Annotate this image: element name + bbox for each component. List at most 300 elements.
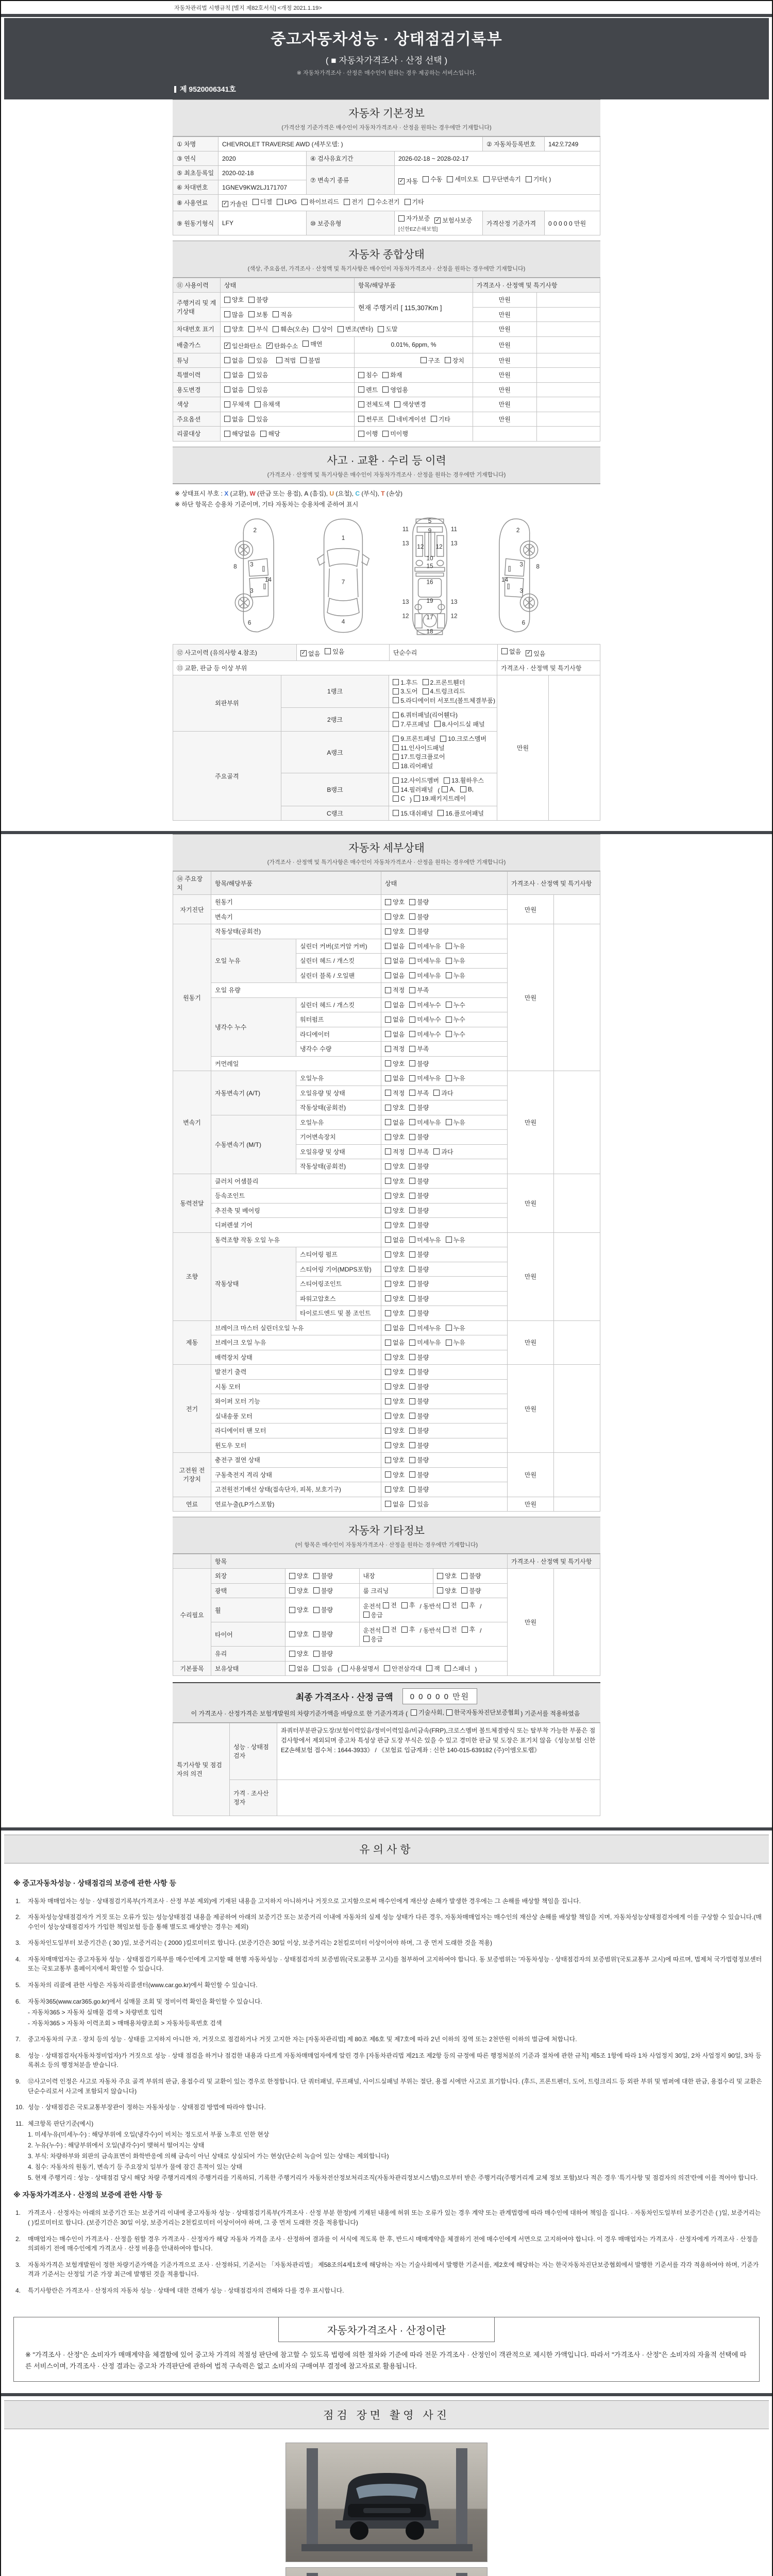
unchecked-checkbox[interactable] bbox=[411, 1709, 417, 1716]
unchecked-checkbox[interactable] bbox=[446, 1016, 452, 1023]
checkbox-option[interactable] bbox=[409, 956, 441, 965]
unchecked-checkbox[interactable] bbox=[409, 1075, 415, 1081]
unchecked-checkbox[interactable] bbox=[224, 372, 230, 378]
unchecked-checkbox[interactable] bbox=[405, 199, 411, 205]
unchecked-checkbox[interactable] bbox=[358, 386, 364, 393]
checkbox-option[interactable] bbox=[431, 415, 450, 423]
checkbox-option[interactable] bbox=[409, 1500, 429, 1509]
unchecked-checkbox[interactable] bbox=[384, 1665, 390, 1671]
checkbox-option[interactable] bbox=[411, 1708, 444, 1717]
unchecked-checkbox[interactable] bbox=[434, 721, 441, 727]
checkbox-option[interactable] bbox=[433, 1147, 453, 1156]
checkbox-option[interactable] bbox=[409, 1162, 429, 1171]
checkbox-option[interactable] bbox=[409, 1397, 429, 1405]
unchecked-checkbox[interactable] bbox=[385, 1222, 391, 1228]
unchecked-checkbox[interactable] bbox=[393, 810, 399, 816]
unchecked-checkbox[interactable] bbox=[409, 1060, 415, 1066]
checkbox-option[interactable] bbox=[224, 415, 244, 423]
unchecked-checkbox[interactable] bbox=[409, 1207, 415, 1213]
checkbox-option[interactable] bbox=[385, 1206, 405, 1215]
checkbox-option[interactable] bbox=[409, 1309, 429, 1317]
unchecked-checkbox[interactable] bbox=[358, 431, 364, 437]
unchecked-checkbox[interactable] bbox=[385, 1457, 391, 1463]
unchecked-checkbox[interactable] bbox=[248, 416, 255, 422]
unchecked-checkbox[interactable] bbox=[445, 1665, 451, 1671]
unchecked-checkbox[interactable] bbox=[224, 326, 230, 332]
checkbox-option[interactable] bbox=[443, 1601, 457, 1609]
checkbox-option[interactable] bbox=[409, 1279, 429, 1288]
unchecked-checkbox[interactable] bbox=[385, 1340, 391, 1346]
unchecked-checkbox[interactable] bbox=[385, 1193, 391, 1199]
checkbox-option[interactable] bbox=[385, 912, 405, 921]
checkbox-option[interactable] bbox=[501, 647, 521, 656]
unchecked-checkbox[interactable] bbox=[385, 1471, 391, 1478]
checkbox-option[interactable] bbox=[462, 1601, 476, 1609]
checkbox-option[interactable] bbox=[385, 1221, 405, 1229]
unchecked-checkbox[interactable] bbox=[248, 372, 255, 378]
unchecked-checkbox[interactable] bbox=[426, 1665, 432, 1671]
unchecked-checkbox[interactable] bbox=[423, 679, 429, 685]
unchecked-checkbox[interactable] bbox=[303, 341, 309, 347]
unchecked-checkbox[interactable] bbox=[383, 1602, 389, 1608]
unchecked-checkbox[interactable] bbox=[446, 1031, 452, 1037]
unchecked-checkbox[interactable] bbox=[248, 311, 255, 317]
checkbox-option[interactable] bbox=[385, 1177, 405, 1185]
checkbox-option[interactable] bbox=[409, 1177, 429, 1185]
unchecked-checkbox[interactable] bbox=[253, 199, 259, 205]
checkbox-option[interactable] bbox=[446, 1015, 465, 1024]
checkbox-option[interactable] bbox=[260, 429, 280, 438]
checkbox-option[interactable] bbox=[401, 1625, 415, 1634]
unchecked-checkbox[interactable] bbox=[385, 987, 391, 993]
unchecked-checkbox[interactable] bbox=[393, 721, 399, 727]
checkbox-option[interactable] bbox=[266, 342, 298, 350]
checkbox-option[interactable] bbox=[385, 1338, 405, 1347]
checkbox-option[interactable] bbox=[446, 942, 465, 951]
unchecked-checkbox[interactable] bbox=[313, 1573, 320, 1579]
unchecked-checkbox[interactable] bbox=[409, 1178, 415, 1184]
checkbox-option[interactable] bbox=[409, 1132, 429, 1141]
checked-checkbox[interactable] bbox=[266, 343, 273, 349]
checkbox-option[interactable] bbox=[385, 1132, 405, 1141]
checkbox-option[interactable] bbox=[289, 1664, 309, 1673]
checkbox-option[interactable] bbox=[434, 216, 472, 225]
checkbox-option[interactable] bbox=[483, 175, 521, 183]
unchecked-checkbox[interactable] bbox=[431, 416, 437, 422]
checkbox-option[interactable] bbox=[382, 370, 402, 379]
unchecked-checkbox[interactable] bbox=[462, 1602, 468, 1608]
checkbox-option[interactable] bbox=[385, 927, 405, 936]
unchecked-checkbox[interactable] bbox=[446, 1075, 452, 1081]
unchecked-checkbox[interactable] bbox=[440, 736, 446, 742]
unchecked-checkbox[interactable] bbox=[385, 1163, 391, 1170]
unchecked-checkbox[interactable] bbox=[289, 1665, 295, 1671]
checkbox-option[interactable] bbox=[378, 325, 397, 333]
checkbox-option[interactable] bbox=[300, 356, 320, 365]
checkbox-option[interactable] bbox=[437, 1586, 457, 1595]
checkbox-option[interactable] bbox=[409, 1118, 441, 1127]
checkbox-option[interactable] bbox=[248, 325, 268, 333]
unchecked-checkbox[interactable] bbox=[409, 1046, 415, 1052]
checkbox-option[interactable] bbox=[385, 1294, 405, 1303]
checkbox-option[interactable] bbox=[446, 1235, 465, 1244]
unchecked-checkbox[interactable] bbox=[401, 1602, 408, 1608]
checkbox-option[interactable] bbox=[393, 776, 439, 785]
unchecked-checkbox[interactable] bbox=[301, 199, 308, 205]
checkbox-option[interactable] bbox=[394, 400, 426, 409]
unchecked-checkbox[interactable] bbox=[276, 357, 282, 363]
checkbox-option[interactable] bbox=[363, 1635, 383, 1643]
checkbox-option[interactable] bbox=[446, 1324, 465, 1332]
checkbox-option[interactable] bbox=[224, 429, 256, 438]
checkbox-option[interactable] bbox=[273, 310, 292, 319]
unchecked-checkbox[interactable] bbox=[446, 958, 452, 964]
checkbox-option[interactable] bbox=[384, 1664, 422, 1673]
unchecked-checkbox[interactable] bbox=[462, 1626, 468, 1633]
checkbox-option[interactable] bbox=[248, 356, 268, 365]
unchecked-checkbox[interactable] bbox=[437, 1573, 443, 1579]
checkbox-option[interactable] bbox=[385, 1089, 405, 1097]
unchecked-checkbox[interactable] bbox=[409, 1163, 415, 1170]
checkbox-option[interactable] bbox=[289, 1605, 309, 1614]
unchecked-checkbox[interactable] bbox=[446, 943, 452, 949]
checkbox-option[interactable] bbox=[383, 1601, 397, 1609]
checkbox-option[interactable] bbox=[461, 1571, 481, 1580]
unchecked-checkbox[interactable] bbox=[423, 176, 429, 182]
unchecked-checkbox[interactable] bbox=[409, 1310, 415, 1316]
unchecked-checkbox[interactable] bbox=[409, 1193, 415, 1199]
checkbox-option[interactable] bbox=[444, 776, 484, 785]
checkbox-option[interactable] bbox=[446, 1001, 465, 1009]
checkbox-option[interactable] bbox=[409, 1235, 441, 1244]
checkbox-option[interactable] bbox=[385, 1265, 405, 1274]
unchecked-checkbox[interactable] bbox=[273, 326, 279, 332]
checkbox-option[interactable] bbox=[385, 1147, 405, 1156]
unchecked-checkbox[interactable] bbox=[389, 416, 395, 422]
unchecked-checkbox[interactable] bbox=[338, 326, 344, 332]
unchecked-checkbox[interactable] bbox=[385, 1031, 391, 1037]
checkbox-option[interactable] bbox=[462, 1625, 476, 1634]
unchecked-checkbox[interactable] bbox=[385, 1105, 391, 1111]
checkbox-option[interactable] bbox=[222, 199, 248, 208]
checkbox-option[interactable] bbox=[414, 794, 466, 803]
unchecked-checkbox[interactable] bbox=[409, 1236, 415, 1243]
checkbox-option[interactable] bbox=[409, 1382, 429, 1391]
unchecked-checkbox[interactable] bbox=[393, 736, 399, 742]
unchecked-checkbox[interactable] bbox=[255, 401, 261, 408]
checkbox-option[interactable] bbox=[385, 1367, 405, 1376]
checkbox-option[interactable] bbox=[409, 1147, 429, 1156]
unchecked-checkbox[interactable] bbox=[385, 943, 391, 949]
checkbox-option[interactable] bbox=[342, 1664, 379, 1673]
checkbox-option[interactable] bbox=[385, 1353, 405, 1362]
checkbox-option[interactable] bbox=[224, 356, 244, 365]
unchecked-checkbox[interactable] bbox=[409, 1295, 415, 1301]
checkbox-option[interactable] bbox=[409, 1015, 441, 1024]
checkbox-option[interactable] bbox=[313, 1649, 333, 1658]
unchecked-checkbox[interactable] bbox=[385, 928, 391, 935]
unchecked-checkbox[interactable] bbox=[409, 1501, 415, 1507]
unchecked-checkbox[interactable] bbox=[423, 688, 429, 694]
checkbox-option[interactable] bbox=[423, 678, 465, 687]
unchecked-checkbox[interactable] bbox=[313, 1665, 320, 1671]
unchecked-checkbox[interactable] bbox=[409, 1369, 415, 1375]
checkbox-option[interactable] bbox=[445, 356, 464, 365]
unchecked-checkbox[interactable] bbox=[224, 311, 230, 317]
checkbox-option[interactable] bbox=[385, 1059, 405, 1068]
unchecked-checkbox[interactable] bbox=[409, 1222, 415, 1228]
unchecked-checkbox[interactable] bbox=[383, 1626, 389, 1633]
checkbox-option[interactable] bbox=[385, 1455, 405, 1464]
checkbox-option[interactable] bbox=[393, 696, 495, 705]
unchecked-checkbox[interactable] bbox=[385, 972, 391, 978]
checkbox-option[interactable] bbox=[446, 956, 465, 965]
checkbox-option[interactable] bbox=[289, 1649, 309, 1658]
unchecked-checkbox[interactable] bbox=[409, 1281, 415, 1287]
checkbox-option[interactable] bbox=[385, 986, 405, 994]
unchecked-checkbox[interactable] bbox=[363, 1636, 369, 1642]
checkbox-option[interactable] bbox=[393, 752, 445, 761]
checkbox-option[interactable] bbox=[409, 1294, 429, 1303]
unchecked-checkbox[interactable] bbox=[398, 215, 405, 222]
unchecked-checkbox[interactable] bbox=[446, 1002, 452, 1008]
unchecked-checkbox[interactable] bbox=[248, 386, 255, 393]
unchecked-checkbox[interactable] bbox=[224, 357, 230, 363]
checkbox-option[interactable] bbox=[409, 1353, 429, 1362]
checkbox-option[interactable] bbox=[313, 1664, 333, 1673]
unchecked-checkbox[interactable] bbox=[385, 1325, 391, 1331]
checkbox-option[interactable] bbox=[248, 370, 268, 379]
unchecked-checkbox[interactable] bbox=[401, 1626, 408, 1633]
checked-checkbox[interactable] bbox=[222, 201, 228, 207]
unchecked-checkbox[interactable] bbox=[368, 199, 374, 205]
unchecked-checkbox[interactable] bbox=[483, 176, 490, 182]
checkbox-option[interactable] bbox=[385, 1030, 405, 1039]
unchecked-checkbox[interactable] bbox=[409, 1148, 415, 1155]
checkbox-option[interactable] bbox=[409, 1074, 441, 1082]
unchecked-checkbox[interactable] bbox=[224, 401, 230, 408]
unchecked-checkbox[interactable] bbox=[446, 972, 452, 978]
checkbox-option[interactable] bbox=[393, 795, 405, 802]
unchecked-checkbox[interactable] bbox=[385, 1119, 391, 1125]
checkbox-option[interactable] bbox=[460, 786, 474, 793]
unchecked-checkbox[interactable] bbox=[313, 1607, 320, 1613]
checkbox-option[interactable] bbox=[325, 647, 344, 656]
checkbox-option[interactable] bbox=[446, 1118, 465, 1127]
unchecked-checkbox[interactable] bbox=[461, 1587, 467, 1594]
unchecked-checkbox[interactable] bbox=[385, 1002, 391, 1008]
checkbox-option[interactable] bbox=[385, 1324, 405, 1332]
checkbox-option[interactable] bbox=[398, 214, 430, 223]
checkbox-option[interactable] bbox=[393, 785, 433, 794]
checkbox-option[interactable] bbox=[383, 1625, 397, 1634]
checkbox-option[interactable] bbox=[255, 400, 280, 409]
checkbox-option[interactable] bbox=[526, 175, 551, 183]
unchecked-checkbox[interactable] bbox=[382, 431, 389, 437]
checkbox-option[interactable] bbox=[437, 1571, 457, 1580]
unchecked-checkbox[interactable] bbox=[433, 1148, 440, 1155]
checkbox-option[interactable] bbox=[393, 809, 433, 818]
unchecked-checkbox[interactable] bbox=[409, 1090, 415, 1096]
unchecked-checkbox[interactable] bbox=[385, 1310, 391, 1316]
unchecked-checkbox[interactable] bbox=[409, 1383, 415, 1389]
unchecked-checkbox[interactable] bbox=[224, 431, 230, 437]
unchecked-checkbox[interactable] bbox=[385, 1148, 391, 1155]
checkbox-option[interactable] bbox=[276, 356, 296, 365]
unchecked-checkbox[interactable] bbox=[421, 357, 427, 363]
unchecked-checkbox[interactable] bbox=[409, 1105, 415, 1111]
checkbox-option[interactable] bbox=[423, 687, 465, 696]
checkbox-option[interactable] bbox=[446, 1708, 520, 1717]
checkbox-option[interactable] bbox=[409, 1485, 429, 1494]
unchecked-checkbox[interactable] bbox=[409, 1413, 415, 1419]
checkbox-option[interactable] bbox=[385, 1382, 405, 1391]
checkbox-option[interactable] bbox=[385, 1397, 405, 1405]
checkbox-option[interactable] bbox=[385, 1015, 405, 1024]
checkbox-option[interactable] bbox=[446, 1074, 465, 1082]
unchecked-checkbox[interactable] bbox=[409, 1031, 415, 1037]
checkbox-option[interactable] bbox=[409, 1470, 429, 1479]
unchecked-checkbox[interactable] bbox=[378, 326, 384, 332]
unchecked-checkbox[interactable] bbox=[313, 1651, 320, 1657]
checkbox-option[interactable] bbox=[313, 1586, 333, 1595]
unchecked-checkbox[interactable] bbox=[447, 176, 453, 182]
unchecked-checkbox[interactable] bbox=[409, 1457, 415, 1463]
unchecked-checkbox[interactable] bbox=[409, 1442, 415, 1448]
unchecked-checkbox[interactable] bbox=[385, 1442, 391, 1448]
checkbox-option[interactable] bbox=[363, 1611, 383, 1619]
checkbox-option[interactable] bbox=[446, 1030, 465, 1039]
unchecked-checkbox[interactable] bbox=[438, 810, 444, 816]
checkbox-option[interactable] bbox=[393, 734, 435, 743]
unchecked-checkbox[interactable] bbox=[289, 1607, 295, 1613]
unchecked-checkbox[interactable] bbox=[385, 899, 391, 905]
checkbox-option[interactable] bbox=[385, 1250, 405, 1259]
checkbox-option[interactable] bbox=[313, 325, 333, 333]
unchecked-checkbox[interactable] bbox=[414, 795, 420, 802]
checkbox-option[interactable] bbox=[409, 1059, 429, 1068]
unchecked-checkbox[interactable] bbox=[385, 1134, 391, 1140]
checkbox-option[interactable] bbox=[409, 1221, 429, 1229]
unchecked-checkbox[interactable] bbox=[433, 1090, 440, 1096]
checkbox-option[interactable] bbox=[409, 1367, 429, 1376]
checkbox-option[interactable] bbox=[358, 429, 378, 438]
checkbox-option[interactable] bbox=[385, 1470, 405, 1479]
unchecked-checkbox[interactable] bbox=[358, 372, 364, 378]
checkbox-option[interactable] bbox=[385, 1001, 405, 1009]
checkbox-option[interactable] bbox=[405, 197, 424, 206]
checkbox-option[interactable] bbox=[289, 1586, 309, 1595]
checked-checkbox[interactable] bbox=[434, 217, 441, 224]
unchecked-checkbox[interactable] bbox=[385, 1413, 391, 1419]
unchecked-checkbox[interactable] bbox=[385, 1383, 391, 1389]
checkbox-option[interactable] bbox=[409, 927, 429, 936]
checkbox-option[interactable] bbox=[409, 1089, 429, 1097]
checkbox-option[interactable] bbox=[253, 197, 272, 206]
checkbox-option[interactable] bbox=[289, 1630, 309, 1638]
unchecked-checkbox[interactable] bbox=[385, 1266, 391, 1272]
unchecked-checkbox[interactable] bbox=[385, 1060, 391, 1066]
checkbox-option[interactable] bbox=[409, 1250, 429, 1259]
checkbox-option[interactable] bbox=[434, 720, 485, 728]
checkbox-option[interactable] bbox=[433, 1089, 453, 1097]
checked-checkbox[interactable] bbox=[526, 650, 532, 656]
checkbox-option[interactable] bbox=[301, 197, 339, 206]
unchecked-checkbox[interactable] bbox=[393, 688, 399, 694]
checkbox-option[interactable] bbox=[426, 1664, 440, 1673]
unchecked-checkbox[interactable] bbox=[382, 386, 389, 393]
unchecked-checkbox[interactable] bbox=[409, 1340, 415, 1346]
checkbox-option[interactable] bbox=[385, 1309, 405, 1317]
checkbox-option[interactable] bbox=[385, 897, 405, 906]
checkbox-option[interactable] bbox=[382, 429, 408, 438]
checkbox-option[interactable] bbox=[358, 385, 378, 394]
checkbox-option[interactable] bbox=[368, 197, 399, 206]
unchecked-checkbox[interactable] bbox=[409, 1266, 415, 1272]
unchecked-checkbox[interactable] bbox=[393, 744, 399, 751]
checkbox-option[interactable] bbox=[393, 743, 444, 752]
checkbox-option[interactable] bbox=[409, 1001, 441, 1009]
checkbox-option[interactable] bbox=[421, 356, 440, 365]
checkbox-option[interactable] bbox=[440, 734, 486, 743]
checkbox-option[interactable] bbox=[224, 295, 244, 304]
unchecked-checkbox[interactable] bbox=[409, 1002, 415, 1008]
unchecked-checkbox[interactable] bbox=[385, 1501, 391, 1507]
unchecked-checkbox[interactable] bbox=[409, 1398, 415, 1404]
unchecked-checkbox[interactable] bbox=[385, 1369, 391, 1375]
unchecked-checkbox[interactable] bbox=[385, 1295, 391, 1301]
unchecked-checkbox[interactable] bbox=[289, 1587, 295, 1594]
checked-checkbox[interactable] bbox=[398, 178, 405, 184]
checkbox-option[interactable] bbox=[446, 1338, 465, 1347]
checkbox-option[interactable] bbox=[385, 1485, 405, 1494]
checkbox-option[interactable] bbox=[409, 1441, 429, 1450]
checkbox-option[interactable] bbox=[409, 1103, 429, 1112]
unchecked-checkbox[interactable] bbox=[313, 1587, 320, 1594]
unchecked-checkbox[interactable] bbox=[313, 1631, 320, 1637]
checkbox-option[interactable] bbox=[382, 385, 408, 394]
unchecked-checkbox[interactable] bbox=[461, 1573, 467, 1579]
checkbox-option[interactable] bbox=[409, 1455, 429, 1464]
unchecked-checkbox[interactable] bbox=[446, 1325, 452, 1331]
checkbox-option[interactable] bbox=[344, 197, 363, 206]
unchecked-checkbox[interactable] bbox=[385, 1046, 391, 1052]
unchecked-checkbox[interactable] bbox=[325, 648, 331, 654]
checkbox-option[interactable] bbox=[401, 1601, 415, 1609]
checkbox-option[interactable] bbox=[313, 1630, 333, 1638]
unchecked-checkbox[interactable] bbox=[409, 987, 415, 993]
checkbox-option[interactable] bbox=[409, 986, 429, 994]
unchecked-checkbox[interactable] bbox=[409, 1428, 415, 1434]
unchecked-checkbox[interactable] bbox=[526, 176, 532, 182]
unchecked-checkbox[interactable] bbox=[393, 712, 399, 718]
checkbox-option[interactable] bbox=[398, 177, 418, 185]
unchecked-checkbox[interactable] bbox=[385, 913, 391, 920]
unchecked-checkbox[interactable] bbox=[289, 1651, 295, 1657]
unchecked-checkbox[interactable] bbox=[385, 1236, 391, 1243]
checkbox-option[interactable] bbox=[224, 310, 244, 319]
checkbox-option[interactable] bbox=[393, 710, 458, 719]
checkbox-option[interactable] bbox=[248, 385, 268, 394]
unchecked-checkbox[interactable] bbox=[385, 1281, 391, 1287]
unchecked-checkbox[interactable] bbox=[363, 1612, 369, 1618]
unchecked-checkbox[interactable] bbox=[393, 795, 399, 802]
unchecked-checkbox[interactable] bbox=[260, 431, 266, 437]
unchecked-checkbox[interactable] bbox=[344, 199, 350, 205]
unchecked-checkbox[interactable] bbox=[248, 297, 255, 303]
unchecked-checkbox[interactable] bbox=[385, 1207, 391, 1213]
unchecked-checkbox[interactable] bbox=[224, 297, 230, 303]
